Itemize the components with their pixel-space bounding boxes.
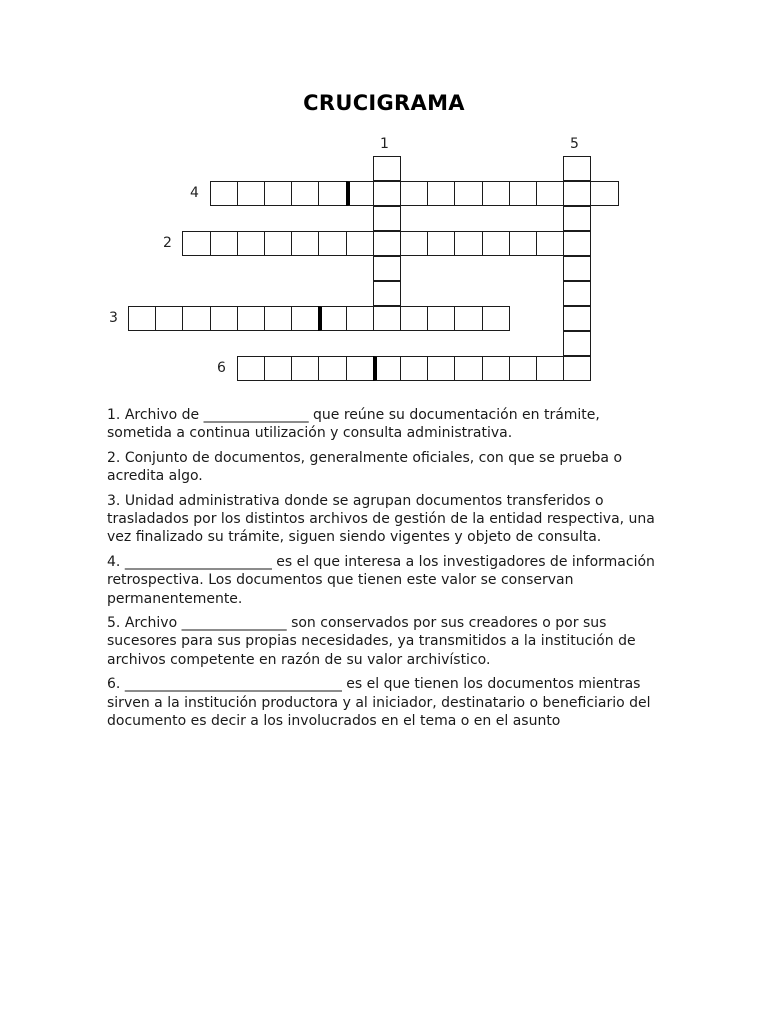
crossword-cell [563,231,591,256]
crossword-cell [509,356,537,381]
clue-number-6: 6 [217,360,226,376]
page-title: CRUCIGRAMA [303,91,465,115]
clue-5-text-before: Archivo [124,615,178,632]
crossword-cell [128,306,156,331]
crossword-cell [509,231,537,256]
crossword-cell [210,181,238,206]
clue-1 [107,406,667,443]
crossword-cell [373,206,401,231]
crossword-cell [210,231,238,256]
clue-list [107,406,667,737]
clue-5-blank: _______________ [181,615,287,632]
clue-2 [107,449,667,486]
crossword-cell [291,356,319,381]
crossword-cell [563,356,591,381]
crossword-cell [563,331,591,356]
clue-6-blank: _______________________________ [124,676,342,693]
clue-5-text-after: son conservados por sus creadores o por sus sucesores para sus propias necesidades, ya transmitidos a la institución de archivos competente en razón de su valor archivístico. [107,615,636,668]
crossword-cell [373,256,401,281]
clue-3 [107,492,667,547]
crossword-cell [563,306,591,331]
crossword-cell [264,181,292,206]
crossword-cell [482,356,510,381]
clue-5 [107,614,667,669]
crossword-cell [318,181,346,206]
crossword-cell [400,306,428,331]
crossword-cell [590,181,618,206]
crossword-cell [237,231,265,256]
clue-1-number: 1. [107,407,121,423]
clue-1-blank: _______________ [203,407,309,423]
crossword-cell [291,181,319,206]
crossword-cell [373,306,401,331]
clue-number-2: 2 [163,235,172,251]
crossword-cell [264,306,292,331]
crossword-cell [182,306,210,331]
crossword-cell [563,281,591,306]
crossword-cell [346,306,374,331]
crossword-cell [454,231,482,256]
crossword-grid [0,0,768,400]
clue-number-3: 3 [109,310,118,326]
crossword-cell [427,231,455,256]
clue-number-5: 5 [570,136,579,152]
clue-number-1: 1 [380,136,389,152]
crossword-cell [210,306,238,331]
clue-4-blank: _____________________ [124,553,272,570]
clue-3-text: Unidad administrativa donde se agrupan documentos transferidos o trasladados por los distintos archivos de gestión de la entidad respectiva, una vez finalizado su trámite, siguen siendo vigentes y objeto de consulta. [107,492,655,546]
clue-number-4: 4 [190,185,199,201]
crossword-cell [400,356,428,381]
crossword-cell [482,306,510,331]
clue-4-text-after: es el que interesa a los investigadores de información retrospectiva. Los documentos que tienen este valor se conservan permanentemente. [107,553,655,607]
crossword-cell [373,356,401,381]
crossword-cell [563,181,591,206]
crossword-cell [373,156,401,181]
crossword-cell [482,181,510,206]
crossword-cell [509,181,537,206]
crossword-cell [427,181,455,206]
crossword-cell [536,356,564,381]
crossword-cell [454,356,482,381]
crossword-cell [182,231,210,256]
crossword-cell [454,306,482,331]
crossword-cell [563,156,591,181]
clue-1-text-after: que reúne su documentación en trámite, sometida a continua utilización y consulta administrativa. [107,407,600,442]
crossword-cell [400,181,428,206]
crossword-cell [373,281,401,306]
crossword-cell [264,231,292,256]
crossword-cell [291,306,319,331]
clue-6-text-after: es el que tienen los documentos mientras sirven a la institución productora y al iniciador, destinatario o beneficiario del documento es decir a los involucrados en el tema o en el asunto [107,676,651,730]
crossword-cell [346,181,374,206]
crossword-cell [346,231,374,256]
clue-3-number: 3. [107,492,121,509]
crossword-cell [482,231,510,256]
crossword-cell [536,231,564,256]
clue-5-number: 5. [107,615,121,632]
crossword-cell [291,231,319,256]
crossword-cell [346,356,374,381]
clue-2-text: Conjunto de documentos, generalmente oficiales, con que se prueba o acredita algo. [107,449,623,485]
clue-6-number: 6. [107,676,121,693]
crossword-cell [237,356,265,381]
crossword-cell [373,231,401,256]
crossword-cell [454,181,482,206]
crossword-cell [400,231,428,256]
crossword-cell [318,356,346,381]
crossword-cell [318,306,346,331]
crossword-cell [427,306,455,331]
crossword-cell [318,231,346,256]
crossword-cell [427,356,455,381]
crossword-cell [563,206,591,231]
clue-4 [107,553,667,608]
clue-1-text-before: Archivo de [124,407,200,423]
crossword-cell [264,356,292,381]
crossword-cell [237,306,265,331]
crossword-cell [155,306,183,331]
crossword-cell [536,181,564,206]
crossword-cell [563,256,591,281]
clue-4-number: 4. [107,553,121,570]
crossword-cell [237,181,265,206]
clue-6 [107,675,667,730]
crossword-cell [373,181,401,206]
clue-2-number: 2. [107,449,121,466]
